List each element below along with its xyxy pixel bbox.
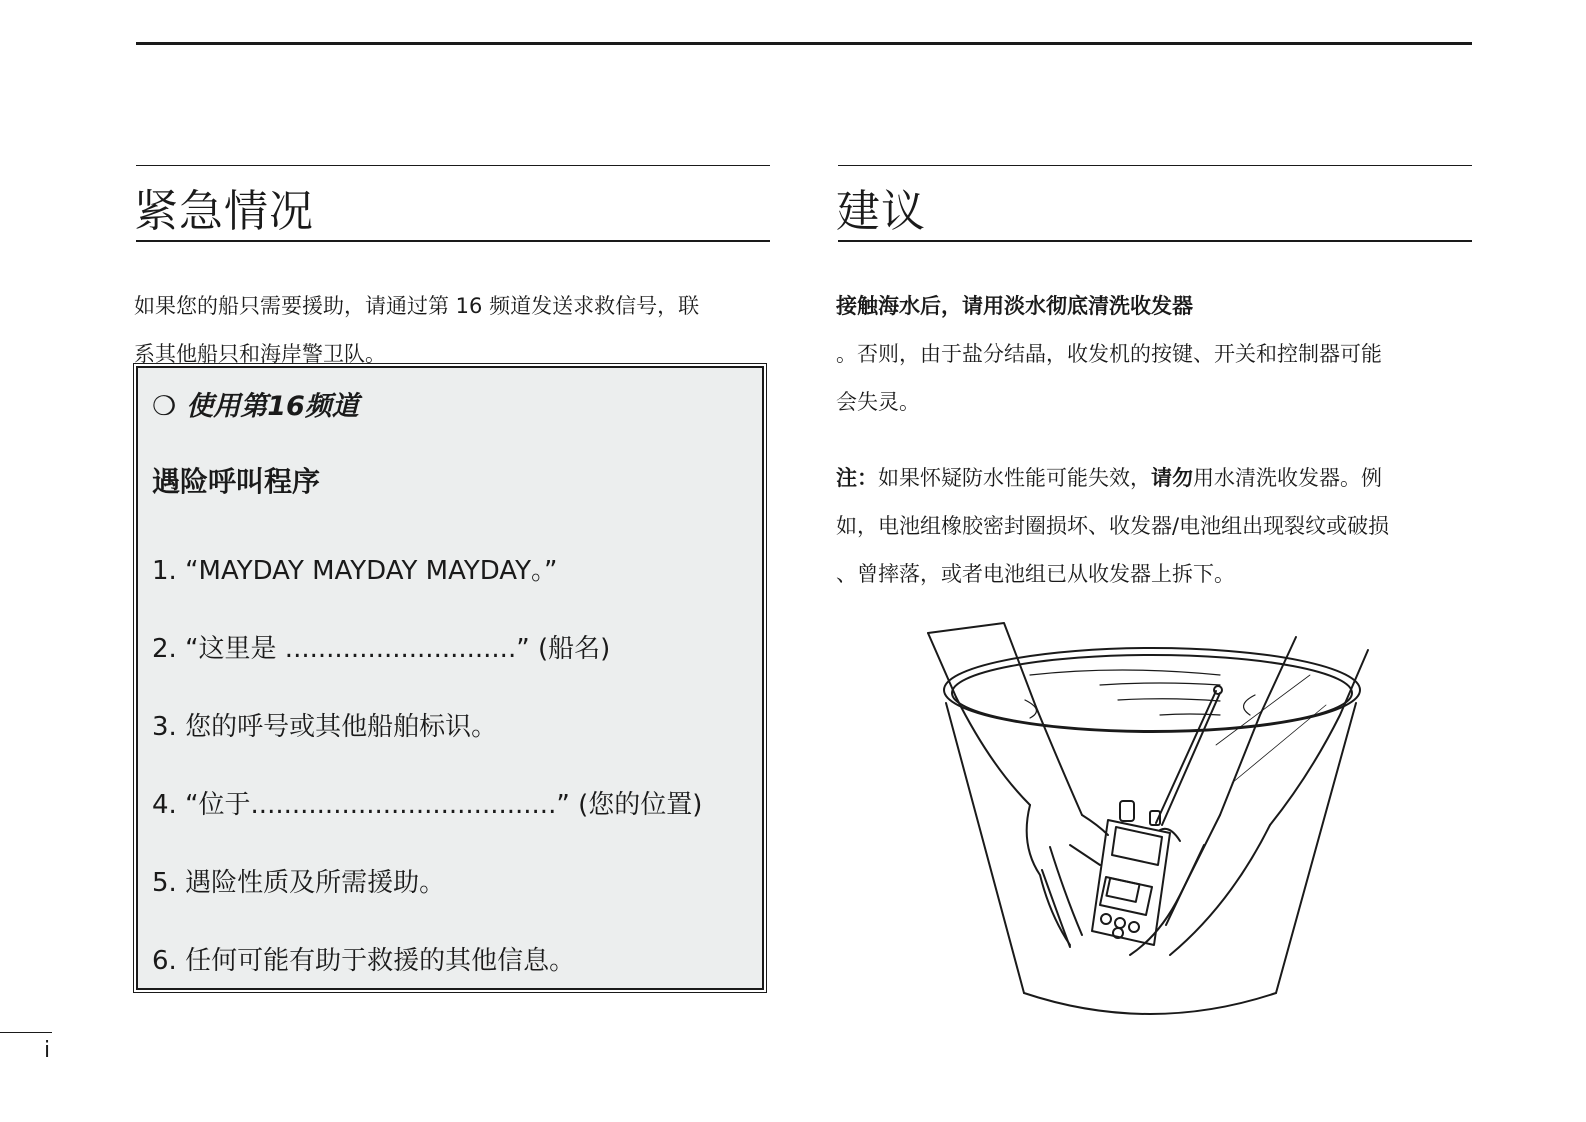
box-title [152, 384, 359, 423]
right-line-2: 。否则，由于盐分结晶，收发机的按键、开关和控制器可能 [836, 342, 1382, 366]
footer-rule [0, 1032, 52, 1033]
note-part-1: 如果怀疑防水性能可能失效， [878, 466, 1151, 490]
left-heading-underline [136, 240, 770, 242]
note-part-2: 用水清洗收发器。例 [1193, 466, 1382, 490]
left-intro-line-2: 系其他船只和海岸警卫队。 [134, 342, 386, 366]
right-line-3: 会失灵。 [836, 390, 920, 414]
right-bold-line: 接触海水后，请用淡水彻底清洗收发器 [836, 294, 1193, 318]
step-6: 6. 任何可能有助于救援的其他信息。 [152, 946, 576, 976]
box-title-text: 使用第16频道 [186, 391, 359, 422]
step-4: 4. “位于.....................................” (您的位置) [152, 790, 703, 820]
note-line-2: 如，电池组橡胶密封圈损坏、收发器/电池组出现裂纹或破损 [836, 514, 1390, 538]
note-line-1 [836, 454, 1382, 502]
left-heading-top-rule [136, 165, 770, 166]
step-5: 5. 遇险性质及所需援助。 [152, 868, 446, 898]
left-heading: 紧急情况 [134, 186, 314, 237]
bucket-washing-illustration [920, 615, 1380, 1035]
mayday-procedure-box [136, 366, 764, 990]
left-intro-line-1: 如果您的船只需要援助，请通过第 16 频道发送求救信号，联 [134, 294, 700, 318]
page-number: i [44, 1038, 51, 1063]
step-3: 3. 您的呼号或其他船舶标识。 [152, 712, 498, 742]
note-line-3: 、曾摔落，或者电池组已从收发器上拆下。 [836, 562, 1235, 586]
right-heading: 建议 [836, 186, 926, 237]
note-bold: 请勿 [1151, 466, 1193, 490]
note-label: 注： [836, 466, 878, 490]
top-rule [136, 42, 1472, 45]
step-1: 1. “MAYDAY MAYDAY MAYDAY。” [152, 556, 558, 586]
circle-bullet-icon: ❍ [152, 391, 177, 422]
right-heading-top-rule [838, 165, 1472, 166]
right-heading-underline [838, 240, 1472, 242]
step-2: 2. “这里是 ............................” (船名) [152, 634, 611, 664]
box-subtitle: 遇险呼叫程序 [152, 465, 321, 498]
